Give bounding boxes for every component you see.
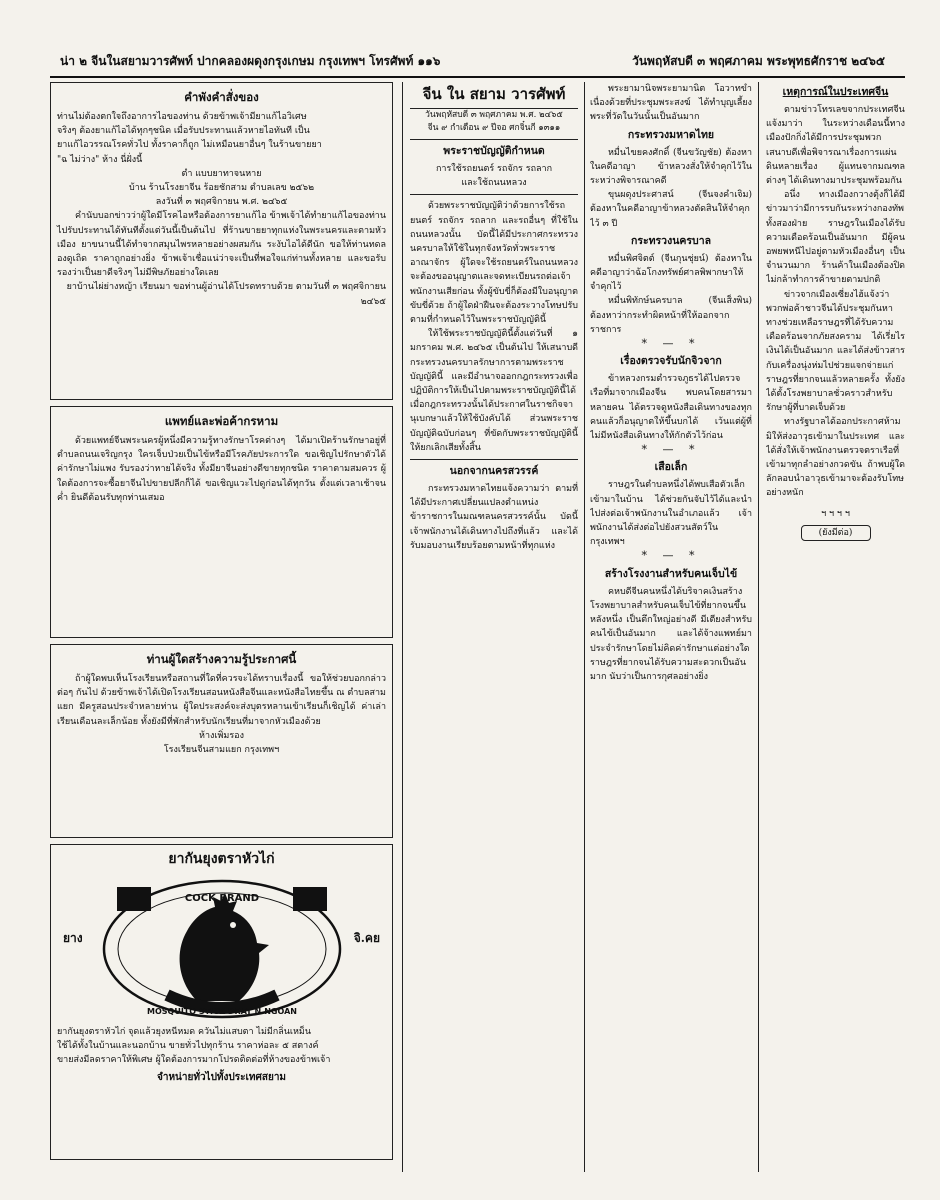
column-divider (758, 82, 759, 1172)
ornament-divider: * — * (641, 337, 701, 351)
ad-illustration (57, 871, 386, 1021)
article-title: เหตุการณ์ในประเทศจีน (782, 86, 889, 98)
ornament-divider: * — * (641, 549, 701, 563)
notice-meta: บ้าน ร้านโรงยาจีน ร้อยชักสาม ตำบลเลข ๒๕๖๒ (128, 183, 315, 194)
notice-signature: ห้างเพิ่มรอง (199, 730, 244, 741)
article-body: กระทรวงมหาดไทยแจ้งความว่า ตามที่ได้มีประกาศเปลี่ยนแปลงตำแหน่งข้าราชการในมณฑลนครสวรรค์นั้น บัดนี้เจ้าพนักงานได้เดินทางไปถึงที่แล้ว และได้รับมอบงานเรียบร้อยตามหน้าที่ทุกแห่ง (410, 484, 578, 551)
article-subtitle: และใช้ถนนหลวง (461, 178, 527, 189)
issue-date-chinese: จีน ๙ กำเดือน ๙ ปีจอ ศกจิ๋นกี ๑๓๑๑ (427, 123, 561, 133)
header-left: น่า ๒ จีนในสยามวารศัพท์ ปากคลองผดุงกรุงเกษม กรุงเทพฯ โทรศัพท์ ๑๑๖ (60, 54, 441, 68)
article-body: อนึ่ง ทางเมืองกวางตุ้งก็ได้มีข่าวมาว่ามีการรบกันระหว่างกองทัพทั้งสองฝ่าย ราษฎรในเมืองได้รับความเดือดร้อนเป็นอันมาก มีผู้คนอพยพหนีไปอยู่ตามหัวเมืองอื่นๆ เป็นจำนวนมาก ร้านค้าในเมืองต้องปิดไม่กล้าทำการค้าขายตามปกติ (766, 190, 905, 286)
running-header (50, 48, 905, 72)
section-title: สร้างโรงงานสำหรับคนเจ็บไข้ (604, 567, 738, 580)
section-title: กระทรวงนครบาล (630, 234, 712, 247)
cock-brand-logo (57, 871, 387, 1021)
article-body: ข่าวจากเมืองเซี่ยงไฮ้แจ้งว่า พวกพ่อค้าชาวจีนได้ประชุมกันหาทางช่วยเหลือราษฎรที่ได้รับความเดือดร้อนจากภัยสงคราม ได้เรี่ยไรเงินได้เป็นอันมาก และได้ส่งข้าวสารกับเครื่องนุ่งห่มไปช่วยแจกจ่ายแก่ราษฎรที่ยากจนแล้วหลายครั้ง ทั้งยังได้ตั้งโรงพยาบาลชั่วคราวสำหรับรักษาผู้ที่บาดเจ็บด้วย (766, 289, 905, 414)
article-body: คหบดีจีนคนหนึ่งได้บริจาคเงินสร้างโรงพยาบาลสำหรับคนเจ็บไข้ที่ยากจนขึ้นหลังหนึ่ง เป็นตึกใหญ่อย่างดี มีเตียงสำหรับคนไข้เป็นอันมาก และได้จ้างแพทย์มาประจำรักษาโดยไม่คิดค่ารักษาแต่อย่างใด ราษฎรที่ยากจนได้รับความสะดวกเป็นอันมาก นับว่าเป็นการกุศลอย่างยิ่ง (590, 586, 752, 682)
ad-side-text: จิ.คย (353, 931, 380, 945)
masthead: จีน ใน สยาม วารศัพท์ (410, 82, 578, 109)
notice-title: ท่านผู้ใดสร้างความรู้ประกาศนี้ (146, 652, 297, 666)
ad-title: ยากันยุงตราหัวไก่ (168, 851, 275, 867)
ornament-divider: * — * (641, 443, 701, 457)
rooster-icon (180, 893, 269, 1001)
newspaper-page (50, 48, 905, 1178)
notice-body: ถ้าผู้ใดพบเห็นโรงเรียนหรือสถานที่ใดที่ควรจะได้ทราบเรื่องนี้ ขอให้ช่วยบอกกล่าวต่อๆ กันไป ด้วยข้าพเจ้าได้เปิดโรงเรียนสอนหนังสือจีนและหนังสือไทยขึ้น ณ ตำบลสามแยก มีครูสอนประจำหลายท่าน ผู้ใดประสงค์จะส่งบุตรหลานเข้าเรียนก็เชิญได้ ค่าเล่าเรียนเดือนละเล็กน้อย ทั้งยังมีที่พักสำหรับนักเรียนที่มาจากหัวเมืองด้วย (57, 674, 386, 727)
column-3 (590, 82, 752, 1172)
notice-line: จริงๆ ต้องยาแก้ไอได้ทุกๆชนิด เมื่อรับประทานแล้วหายไอทันที เป็น (57, 126, 310, 137)
continued-label: (ยังมีต่อ) (801, 525, 871, 541)
notice-line: "ฉ ไม่ว่าง" ห้าง นี่ฝั่งนี้ (57, 154, 143, 165)
column-4 (766, 82, 905, 1172)
article-body: ตามข่าวโทรเลขจากประเทศจีนแจ้งมาว่า ในระหว่างเดือนนี้ทางเมืองปักกิ่งได้มีการประชุมพวกเสนาบดีเพื่อพิจารณาเรื่องการแผ่นดินหลายเรื่อง ผู้แทนจากมณฑลต่างๆ ได้เดินทางมาประชุมพร้อมกัน (766, 105, 905, 187)
list-item: หมื่นพิทักษ์นครบาล (จีนเส็งพิน) ต้องหาว่ากระทำผิดหน้าที่ให้ออกจากราชการ (590, 296, 752, 335)
notice-meta: ลงวันที่ ๓ พฤศจิกายน พ.ศ. ๒๔๖๕ (155, 197, 288, 208)
ad-line: ใช้ได้ทั้งในบ้านและนอกบ้าน ขายทั่วไปทุกร้าน ราคาห่อละ ๕ สตางค์ (57, 1041, 319, 1051)
article-body: ทางรัฐบาลได้ออกประกาศห้ามมิให้ส่งอาวุธเข้ามาในประเทศ และได้สั่งให้เจ้าพนักงานตรวจตราเรือที่เข้ามาทุกลำอย่างกวดขัน ถ้าพบผู้ใดลักลอบนำอาวุธเข้ามาจะต้องรับโทษอย่างหนัก (766, 417, 905, 499)
divider (410, 194, 578, 195)
brand-top-text: COCK BRAND (184, 893, 260, 904)
column-1 (50, 82, 393, 1172)
notice-signature: โรงเรียนจีนสามแยก กรุงเทพฯ (163, 745, 280, 756)
notice-box (50, 644, 393, 838)
notice-box (50, 82, 393, 400)
section-title: เสือเล็ก (654, 461, 688, 474)
ad-line: ยากันยุงตราหัวไก่ จุดแล้วยุงหนีหมด ควันไม่แสบตา ไม่มีกลิ่นเหม็น (57, 1027, 312, 1037)
column-divider (402, 82, 403, 1172)
column-2 (410, 82, 578, 1172)
header-date: วันพฤหัสบดี ๓ พฤศภาคม พระพุทธศักราช ๒๔๖๕ (632, 54, 885, 68)
list-item: ขุนผดุงประศาสน์ (จีนจงคำเจิม) ต้องหาในคดีอาญาข้าหลวงตัดสินให้จำคุกไว้ ๓ ปี (590, 190, 752, 229)
issue-date: วันพฤหัสบดี ๓ พฤศภาคม พ.ศ. ๒๔๖๕ (425, 110, 563, 120)
brand-bottom-text: MOSQUITO STICK DRAT N.NGOAN (147, 1007, 297, 1016)
notice-signature: ยาบ้านไผ่ย่างหญ้า เรียนมา ขอท่านผู้อ่านได้โปรดทราบด้วย ตามวันที่ ๓ พฤศจิกายน ๒๔๖๕ (66, 282, 386, 307)
ad-side-text: ยาง (63, 931, 83, 945)
article-title: นอกจากนครสวรรค์ (449, 465, 539, 478)
notice-body: คำนับบอกข่าวว่าผู้ใดมีโรคไอหรือต้องการยาแก้ไอ ข้าพเจ้าได้ทำยาแก้ไอของท่านไปรับประทานได้ทันทีตั้งแต่วันนี้เป็นต้นไป ที่ร้านขายยาทุกแห่งในพระนครและตามหัวเมือง ยาขนานนี้ได้ทำจากสมุนไพรหลายอย่างผสมกัน ระงับไอได้ดีนัก ขอให้ท่านทดลองดูเถิด ราคาถูกอย่างยิ่ง ข้าพเจ้าเชื่อแน่ว่าจะเป็นที่พอใจแก่ท่านทั้งหลาย และขอรับรองว่าเป็นยาดีจริงๆ ไม่มีพิษภัยอย่างใดเลย (57, 211, 386, 279)
article-body: ให้ใช้พระราชบัญญัตินี้ตั้งแต่วันที่ ๑ มกราคม พ.ศ. ๒๔๖๕ เป็นต้นไป ให้เสนาบดีกระทรวงนครบาลรักษาการตามพระราชบัญญัตินี้ และมีอำนาจออกกฎกระทรวงเพื่อปฏิบัติการให้เป็นไปตามพระราชบัญญัตินี้ได้ เมื่อกฎกระทรวงนั้นได้ประกาศในราชกิจจานุเบกษาแล้วให้ใช้บังคับได้ ส่วนพระราชบัญญัติฉบับก่อนๆ ที่ขัดกับพระราชบัญญัตินี้ให้ยกเลิกเสียทั้งสิ้น (410, 329, 578, 453)
divider (410, 139, 578, 140)
article-title: พระราชบัญญัติกำหนด (443, 145, 545, 157)
ad-line: ขายส่งมีลดราคาให้พิเศษ ผู้ใดต้องการมากโปรดติดต่อที่ห้างของข้าพเจ้า (57, 1055, 331, 1065)
article-body: ด้วยพระราชบัญญัติว่าด้วยการใช้รถยนตร์ รถจักร รถลาก และรถอื่นๆ ที่ใช้ในถนนหลวงนั้น บัดนี้ได้มีประกาศกระทรวงนครบาลให้ใช้ในทุกจังหวัดทั่วพระราชอาณาจักร ผู้ใดจะใช้รถยนตร์ในถนนหลวงจะต้องขออนุญาตและจดทะเบียนรถต่อเจ้าพนักงานเสียก่อน ทั้งผู้ขับขี่ก็ต้องมีใบอนุญาตขับขี่ด้วย ถ้าผู้ใดฝ่าฝืนจะต้องระวางโทษปรับตามที่กำหนดไว้ในพระราชบัญญัตินี้ (410, 201, 578, 326)
advertisement (50, 844, 393, 1160)
emblem-square (117, 887, 151, 911)
ad-slogan: จำหน่ายทั่วไปทั้งประเทศสยาม (156, 1072, 287, 1083)
notice-title: คำพังคำสั่งของ (184, 90, 259, 104)
notice-title: แพทย์และพ่อค้ากรหาม (164, 414, 279, 428)
section-title: กระทรวงมหาดไทย (627, 128, 715, 141)
header-rule (50, 76, 905, 78)
column-divider (584, 82, 585, 1172)
section-title: เรื่องตรวจรับนักจิวจาก (620, 355, 722, 368)
article-body: พระยามานิจพระยามานิต โอวาทขำเนื่องด้วยที่ประชุมพระสงฆ์ ได้ทำบุญเลี้ยงพระที่วัดในวันนั้นเป็นอันมาก (590, 84, 752, 123)
notice-box (50, 406, 393, 638)
emblem-square (293, 887, 327, 911)
list-item: หมื่นพิศจิตต์ (จีนกุนชุ่ยน์) ต้องหาในคดีอาญาว่าฉ้อโกงทรัพย์ศาลพิพากษาให้จำคุกไว้ (590, 253, 752, 293)
notice-body: ด้วยแพทย์จีนพระนครผู้หนึ่งมีความรู้ทางรักษาโรคต่างๆ ได้มาเปิดร้านรักษาอยู่ที่ตำบลถนนเจริญกรุง ใครเจ็บป่วยเป็นไข้หรือมีโรคภัยประการใด ขอเชิญไปรักษาตัวได้ ค่ารักษาไม่แพง รับรองว่าหายได้จริง ทั้งมียาจีนอย่างดีขายทุกชนิด ราคาตามสมควร ผู้ใดต้องการจะซื้อยาจีนไปขายปลีกก็ได้ ขอเชิญแวะไปดูก่อนได้ทุกวัน ตั้งแต่เวลาเช้าจนค่ำ ยินดีต้อนรับทุกท่านเสมอ (57, 436, 386, 503)
notice-meta: ตำ แบบยาทาจนหาย (181, 168, 262, 179)
signoff-marks: ฯ ฯ ฯ ฯ (821, 508, 850, 519)
notice-line: ยาแก้ไอวรรณโรคทั่วไป ทั้งราคาก็ถูก ไม่เหมือนยาอื่นๆ ในร้านขายยา (57, 140, 322, 151)
article-body: ข้าหลวงกรมตำรวจภูธรได้ไปตรวจเรือที่มาจากเมืองจีน พบคนโดยสารมาหลายคน ได้ตรวจดูหนังสือเดินทางของทุกคนแล้วก็อนุญาตให้ขึ้นบกได้ เว้นแต่ผู้ที่ไม่มีหนังสือเดินทางให้กักตัวไว้ก่อน (590, 374, 752, 442)
article-body: ราษฎรในตำบลหนึ่งได้พบเสือตัวเล็กเข้ามาในบ้าน ได้ช่วยกันจับไว้ได้และนำไปส่งต่อเจ้าพนักงานในอำเภอแล้ว เจ้าพนักงานได้ส่งต่อไปยังสวนสัตว์ในกรุงเทพฯ (590, 480, 752, 548)
article-subtitle: การใช้รถยนตร์ รถจักร รถลาก (435, 164, 553, 174)
divider (410, 459, 578, 460)
notice-line: ท่านไม่ต้องตกใจถึงอาการไอของท่าน ด้วยข้าพเจ้ามียาแก้ไอวิเศษ (57, 112, 307, 122)
list-item: หมื่นไขยคงศักดิ์ (จีนขวัญชัย) ต้องหาในคดีอาญา ข้าหลวงสั่งให้จำคุกไว้ในระหว่างพิจารณาคดี (590, 147, 752, 187)
